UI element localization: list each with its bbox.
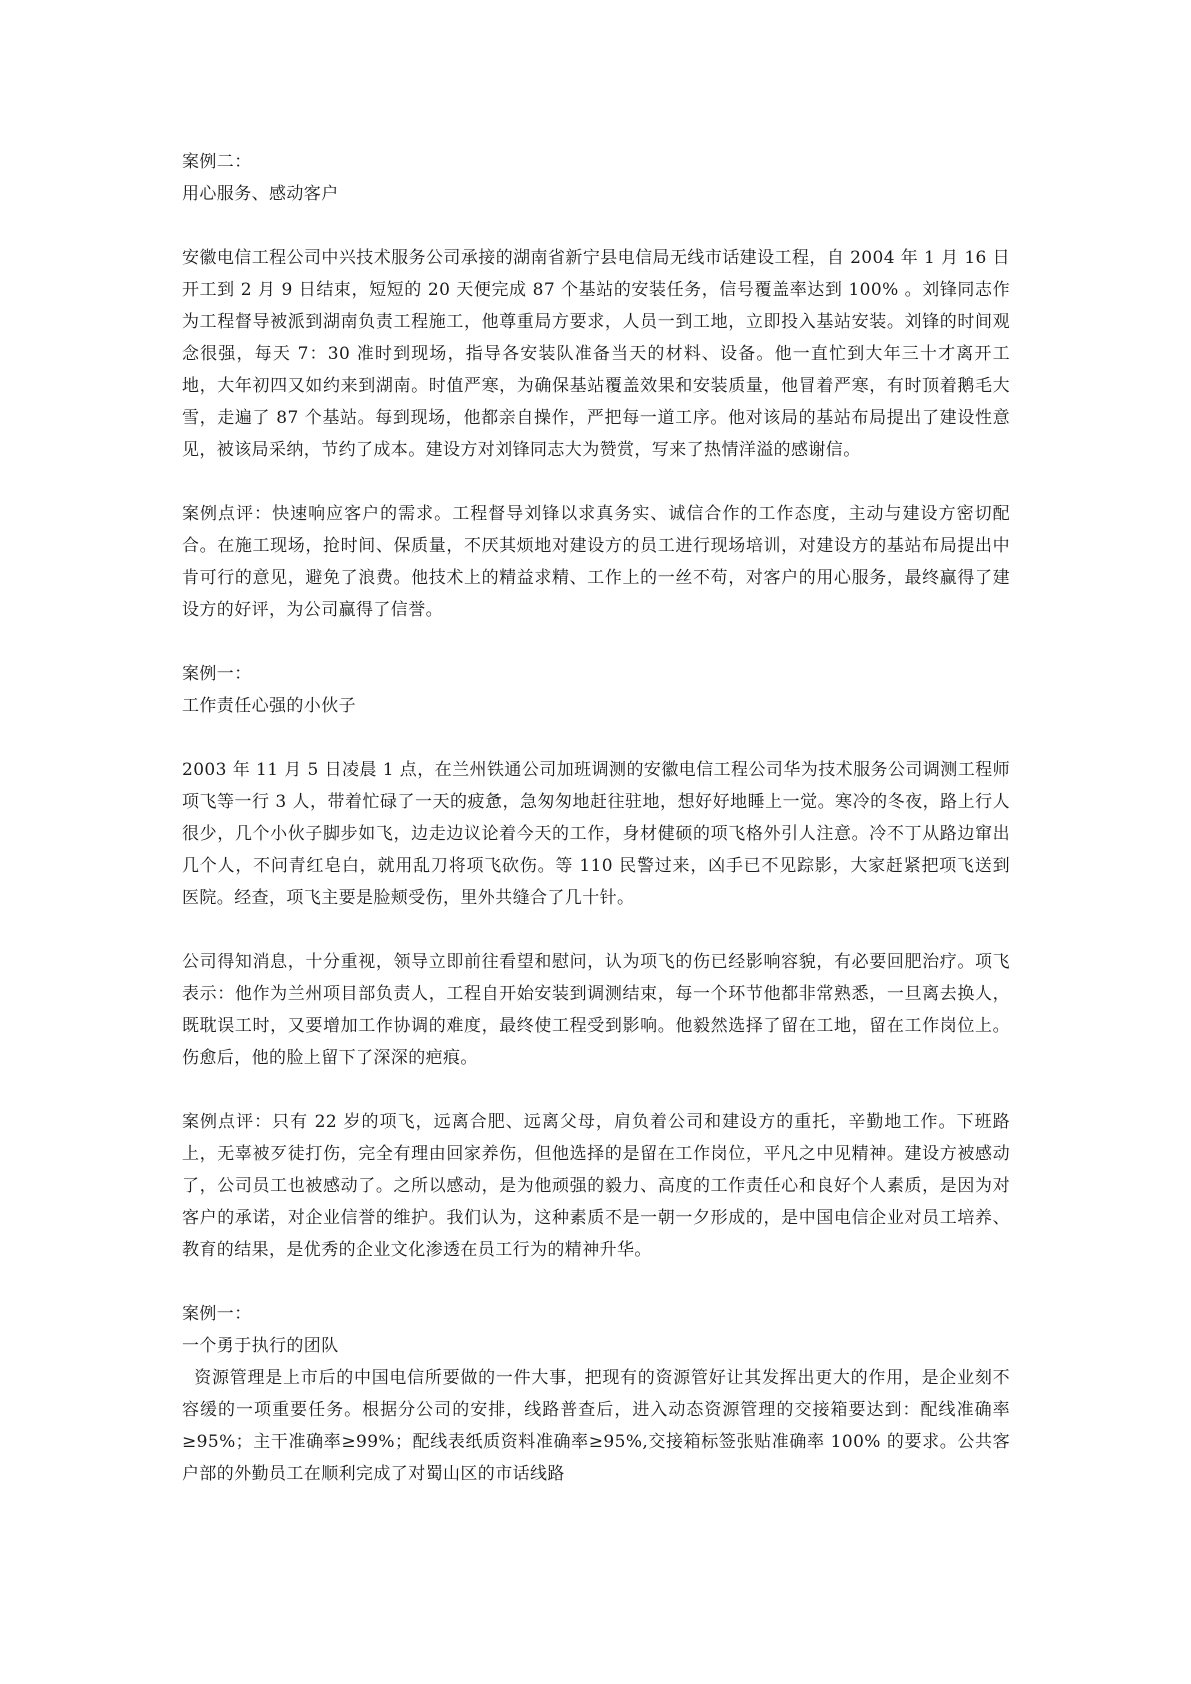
- case-paragraph: 2003 年 11 月 5 日凌晨 1 点，在兰州铁通公司加班调测的安徽电信工程公司华为技术服务公司调测工程师项飞等一行 3 人，带着忙碌了一天的疲惫，急匆匆地赶往驻地，想好好地睡上一觉。寒冷的冬夜，路上行人很少，几个小伙子脚步如飞，边走边议论着今天的工作，身材健硕的项飞格外引人注意。冷不丁从路边窜出几个人，不问青红皂白，就用乱刀将项飞砍伤。等 110 民警过来，凶手已不见踪影，大家赶紧把项飞送到医院。经查，项飞主要是脸颊受伤，里外共缝合了几十针。: [182, 760, 1010, 908]
- case-label: 案例一：: [182, 664, 252, 684]
- case-title: 工作责任心强的小伙子: [182, 696, 356, 716]
- case-paragraph: 安徽电信工程公司中兴技术服务公司承接的湖南省新宁县电信局无线市话建设工程，自 2004 年 1 月 16 日开工到 2 月 9 日结束，短短的 20 天便完成 87 个基站的安装任务，信号覆盖率达到 100% 。刘锋同志作为工程督导被派到湖南负责工程施工，他尊重局方要求，人员一到工地，立即投入基站安装。刘锋的时间观念很强，每天 7：30 准时到现场，指导各安装队准备当天的材料、设备。他一直忙到大年三十才离开工地，大年初四又如约来到湖南。时值严寒，为确保基站覆盖效果和安装质量，他冒着严寒，有时顶着鹅毛大雪，走遍了 87 个基站。每到现场，他都亲自操作，严把每一道工序。他对该局的基站布局提出了建设性意见，被该局采纳，节约了成本。建设方对刘锋同志大为赞赏，写来了热情洋溢的感谢信。: [182, 248, 1010, 460]
- case-review-paragraph: 案例点评：快速响应客户的需求。工程督导刘锋以求真务实、诚信合作的工作态度，主动与建设方密切配合。在施工现场，抢时间、保质量，不厌其烦地对建设方的员工进行现场培训，对建设方的基站布局提出中肯可行的意见，避免了浪费。他技术上的精益求精、工作上的一丝不苟，对客户的用心服务，最终赢得了建设方的好评，为公司赢得了信誉。: [182, 504, 1010, 620]
- case-title: 一个勇于执行的团队: [182, 1336, 339, 1356]
- case-label: 案例一：: [182, 1304, 252, 1324]
- case-paragraph: 公司得知消息，十分重视，领导立即前往看望和慰问，认为项飞的伤已经影响容貌，有必要回肥治疗。项飞表示：他作为兰州项目部负责人，工程自开始安装到调测结束，每一个环节他都非常熟悉，一旦离去换人，既耽误工时，又要增加工作协调的难度，最终使工程受到影响。他毅然选择了留在工地，留在工作岗位上。伤愈后，他的脸上留下了深深的疤痕。: [182, 952, 1010, 1068]
- document-page: [182, 146, 1010, 1490]
- case-section-1: [182, 146, 1010, 626]
- case-paragraph: 资源管理是上市后的中国电信所要做的一件大事，把现有的资源管好让其发挥出更大的作用，是企业刻不容缓的一项重要任务。根据分公司的安排，线路普查后，进入动态资源管理的交接箱要达到：配线准确率≥95%；主干准确率≥99%；配线表纸质资料准确率≥95%,交接箱标签张贴准确率 100% 的要求。公共客户部的外勤员工在顺利完成了对蜀山区的市话线路: [182, 1368, 1010, 1484]
- case-section-3: [182, 1298, 1010, 1490]
- case-title: 用心服务、感动客户: [182, 184, 339, 204]
- case-review-paragraph: 案例点评：只有 22 岁的项飞，远离合肥、远离父母，肩负着公司和建设方的重托，辛勤地工作。下班路上，无辜被歹徒打伤，完全有理由回家养伤，但他选择的是留在工作岗位，平凡之中见精神。建设方被感动了，公司员工也被感动了。之所以感动，是为他顽强的毅力、高度的工作责任心和良好个人素质，是因为对客户的承诺，对企业信誉的维护。我们认为，这种素质不是一朝一夕形成的，是中国电信企业对员工培养、教育的结果，是优秀的企业文化渗透在员工行为的精神升华。: [182, 1112, 1010, 1260]
- case-label: 案例二：: [182, 152, 252, 172]
- case-section-2: [182, 658, 1010, 1266]
